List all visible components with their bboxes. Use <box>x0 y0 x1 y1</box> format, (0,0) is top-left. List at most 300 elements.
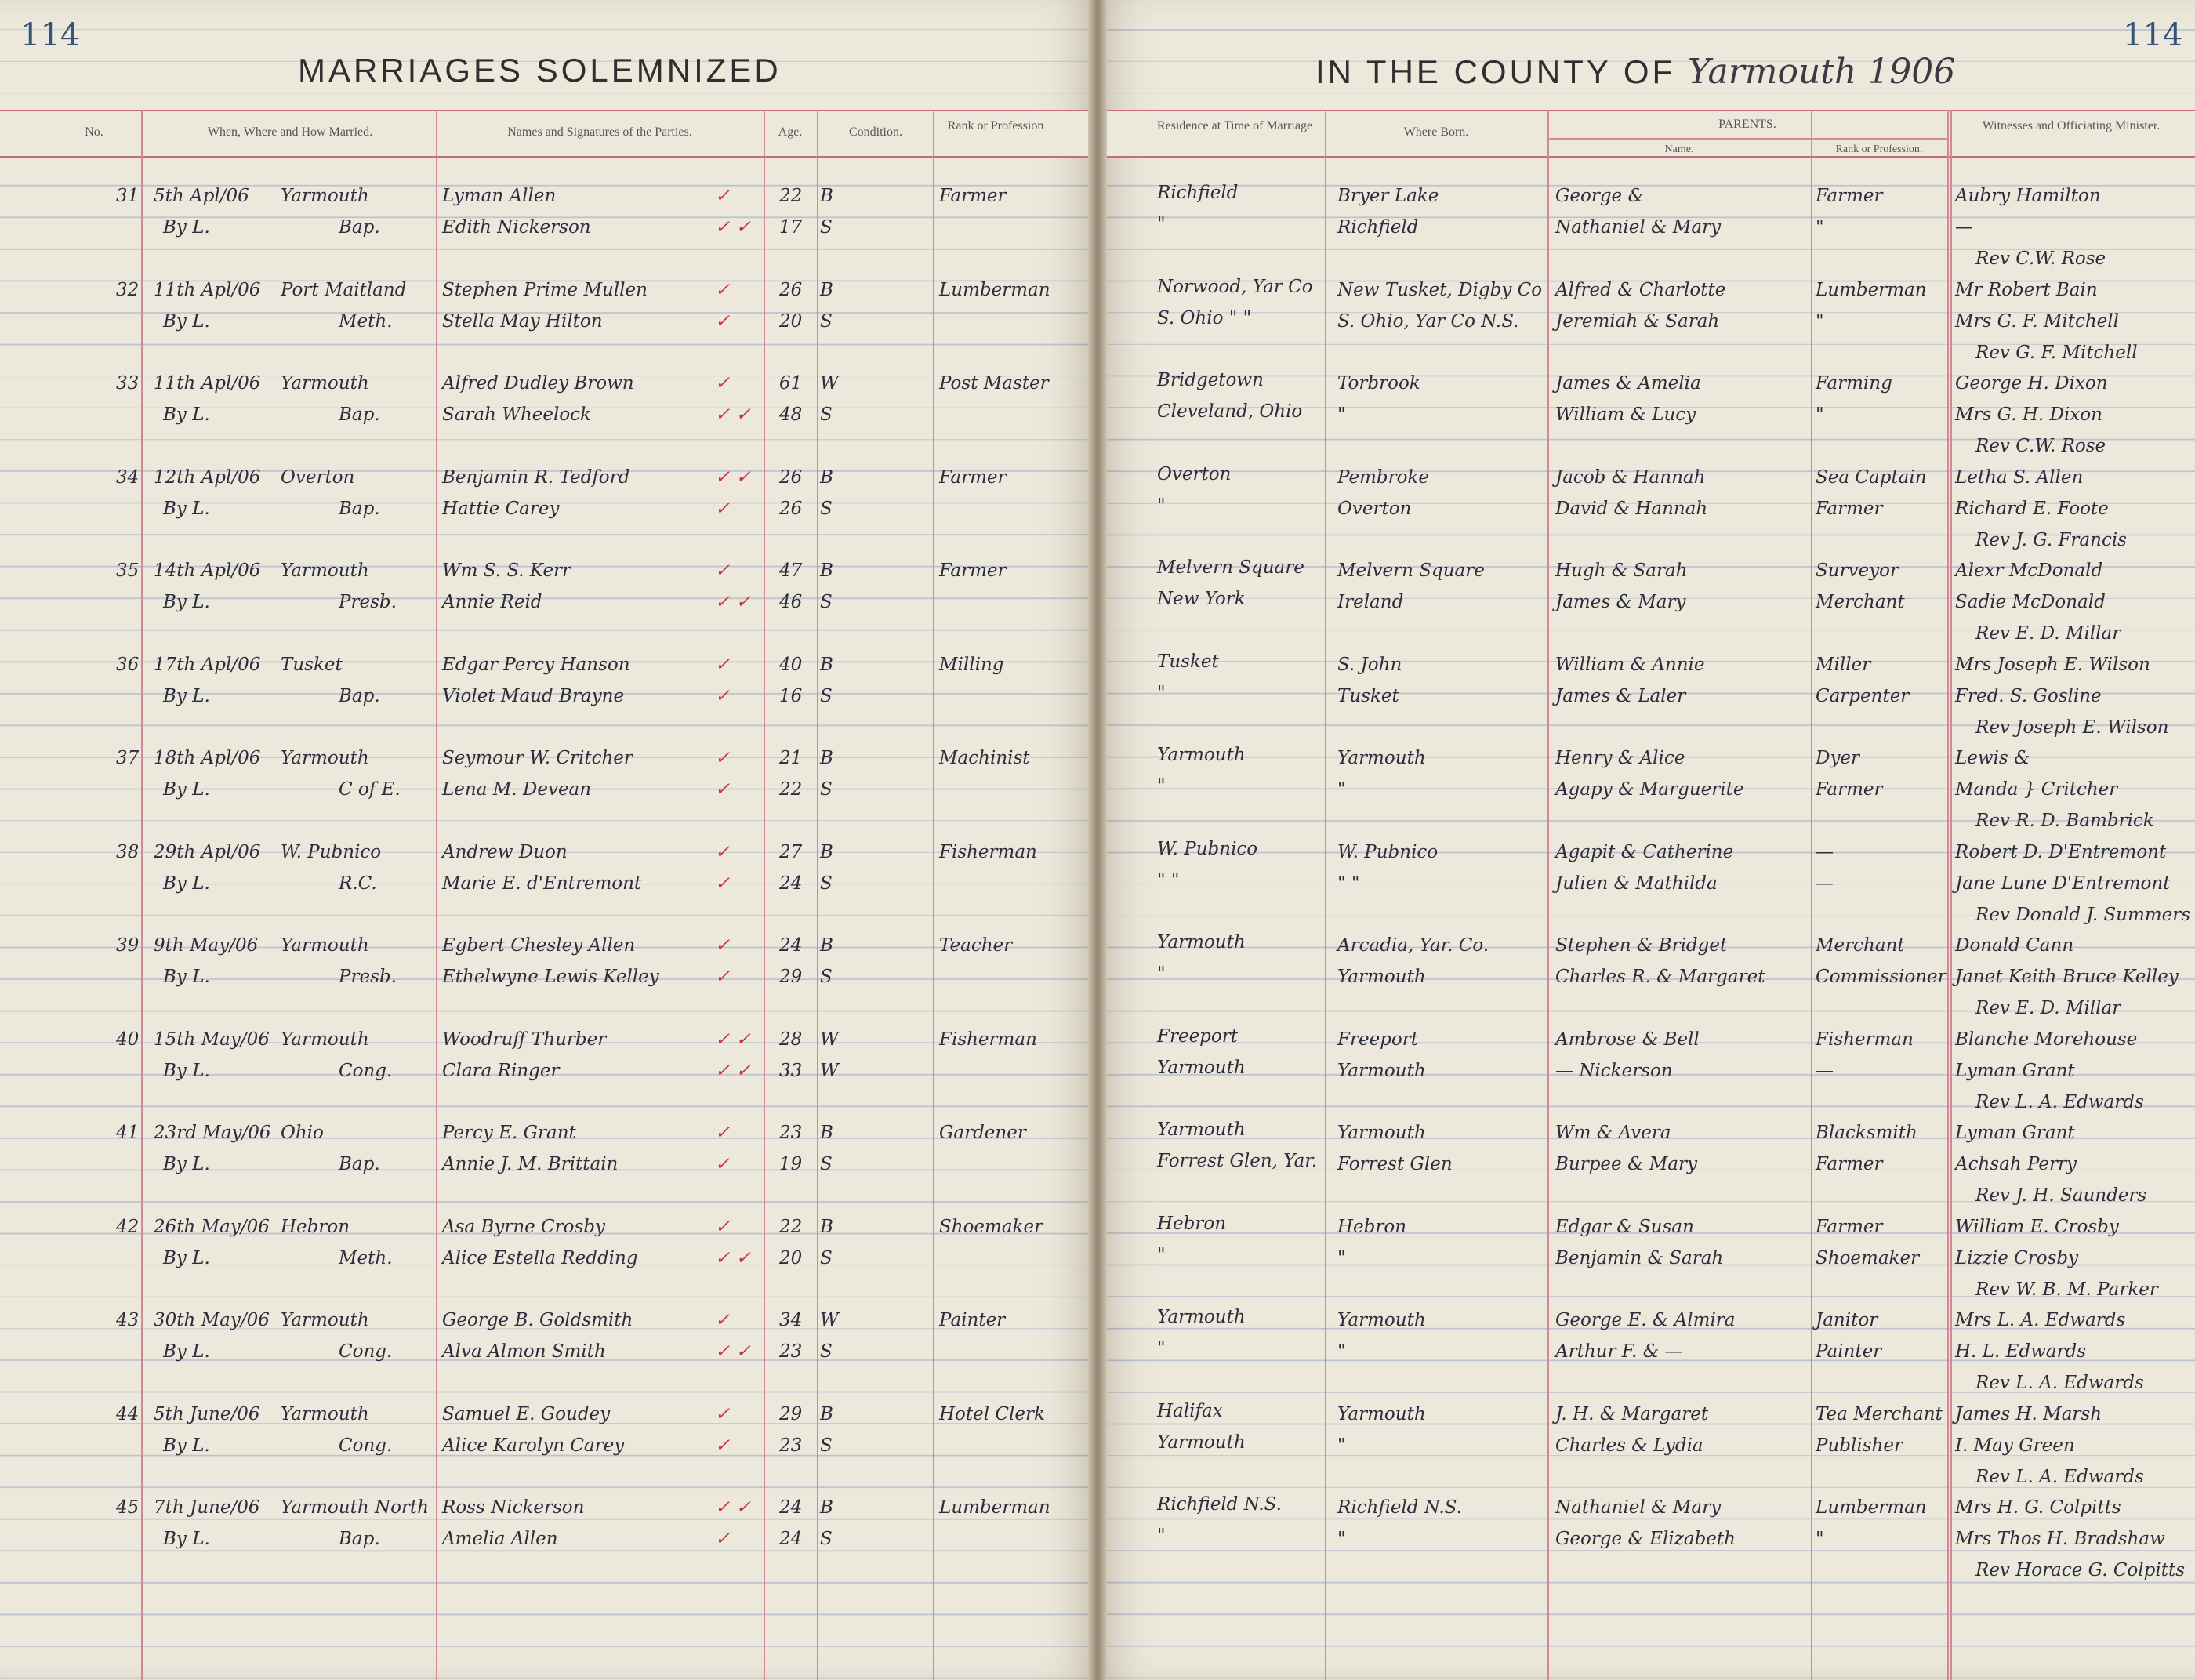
groom-birthplace: Torbrook <box>1337 373 1420 394</box>
entry-number: 38 <box>116 841 140 862</box>
bride-condition: S <box>820 217 833 238</box>
groom-condition: B <box>820 841 833 862</box>
groom-name: Ross Nickerson <box>442 1497 585 1518</box>
marriage-date: 30th May/06 <box>154 1310 270 1330</box>
column-rule <box>764 110 765 1680</box>
bride-age: 29 <box>779 967 803 987</box>
license-type: By L. <box>163 498 210 519</box>
groom-check-mark: ✓ ✓ <box>715 1029 751 1050</box>
entry-number: 42 <box>116 1216 140 1237</box>
bride-condition: S <box>820 1435 833 1456</box>
bride-parents-rank: Commissioner <box>1816 967 1946 987</box>
column-rule <box>1811 110 1812 1680</box>
bride-condition: S <box>820 405 833 425</box>
column-rule <box>141 110 143 1680</box>
officiating-minister: Rev Donald J. Summers <box>1976 904 2191 925</box>
bride-age: 22 <box>779 779 803 800</box>
groom-check-mark: ✓ <box>715 1310 731 1330</box>
bride-birthplace: " <box>1337 1529 1346 1549</box>
groom-name: Benjamin R. Tedford <box>442 466 630 488</box>
header-rank: Rank or Profession <box>947 119 1044 132</box>
bride-birthplace: S. Ohio, Yar Co N.S. <box>1337 310 1519 332</box>
marriage-date: 15th May/06 <box>154 1029 270 1050</box>
groom-profession: Hotel Clerk <box>939 1403 1045 1424</box>
left-page-number: 114 <box>20 17 81 53</box>
bride-age: 23 <box>779 1341 803 1362</box>
groom-profession: Farmer <box>939 466 1007 488</box>
license-type: By L. <box>163 592 210 612</box>
groom-residence: Yarmouth <box>1157 745 1246 765</box>
parents-rule <box>1549 138 1947 140</box>
bride-age: 46 <box>779 592 803 612</box>
groom-check-mark: ✓ <box>715 186 731 206</box>
groom-parents-rank: — <box>1816 841 1834 862</box>
groom-check-mark: ✓ <box>715 841 731 862</box>
bride-parents-rank: — <box>1816 1060 1834 1081</box>
bride-name: Marie E. d'Entremont <box>442 873 642 894</box>
bride-parents-rank: " <box>1816 217 1824 238</box>
bride-residence: Cleveland, Ohio <box>1157 401 1303 422</box>
marriage-place: Yarmouth <box>281 1029 369 1050</box>
bride-residence: S. Ohio " " <box>1157 307 1252 328</box>
groom-profession: Machinist <box>939 748 1030 768</box>
witness-two: — <box>1955 217 1973 238</box>
groom-name: Lyman Allen <box>442 186 557 206</box>
bride-condition: S <box>820 967 833 987</box>
marriage-date: 23rd May/06 <box>154 1123 271 1143</box>
title-county-name: Yarmouth 1906 <box>1687 52 1956 92</box>
bride-age: 26 <box>779 498 803 519</box>
license-type: By L. <box>163 779 210 800</box>
bride-parents: Julien & Mathilda <box>1555 873 1718 894</box>
entry-number: 45 <box>116 1497 140 1518</box>
license-type: By L. <box>163 685 210 706</box>
bride-age: 33 <box>779 1060 803 1081</box>
groom-residence: Hebron <box>1157 1213 1227 1234</box>
witness-one: Mrs H. G. Colpitts <box>1955 1497 2121 1518</box>
license-type: By L. <box>163 1529 210 1549</box>
witness-one: Mr Robert Bain <box>1955 279 2098 300</box>
bride-birthplace: Ireland <box>1337 592 1404 612</box>
groom-age: 26 <box>779 466 803 488</box>
groom-parents: George E. & Almira <box>1555 1310 1736 1330</box>
groom-parents-rank: Surveyor <box>1816 561 1899 581</box>
groom-residence: Richfield <box>1157 183 1239 203</box>
entry-number: 37 <box>116 748 140 768</box>
groom-profession: Fisherman <box>939 841 1037 862</box>
groom-residence: Melvern Square <box>1157 557 1304 578</box>
groom-check-mark: ✓ <box>715 279 731 300</box>
groom-parents: Agapit & Catherine <box>1555 841 1734 862</box>
bride-check-mark: ✓ <box>715 310 731 332</box>
groom-condition: B <box>820 279 833 300</box>
bride-parents: William & Lucy <box>1555 405 1696 425</box>
header-parents-name: Name. <box>1664 143 1694 155</box>
right-page <box>1098 0 2195 1680</box>
bride-age: 17 <box>779 217 803 238</box>
groom-parents-rank: Lumberman <box>1816 1497 1927 1518</box>
header-age: Age. <box>778 125 803 139</box>
denomination: Presb. <box>339 592 397 612</box>
groom-condition: B <box>820 935 833 956</box>
denomination: Bap. <box>339 498 380 519</box>
groom-name: Egbert Chesley Allen <box>442 935 636 956</box>
bride-residence: Yarmouth <box>1157 1431 1246 1453</box>
bride-residence: " <box>1157 682 1166 703</box>
bride-check-mark: ✓ ✓ <box>715 405 751 425</box>
groom-age: 24 <box>779 935 803 956</box>
groom-condition: B <box>820 466 833 488</box>
bride-check-mark: ✓ ✓ <box>715 592 751 612</box>
groom-residence: Yarmouth <box>1157 932 1246 952</box>
bride-name: Annie J. M. Brittain <box>442 1154 619 1174</box>
groom-residence: Overton <box>1157 463 1232 484</box>
bride-birthplace: Yarmouth <box>1337 1060 1426 1081</box>
marriage-place: Hebron <box>281 1216 350 1237</box>
bride-birthplace: " <box>1337 1435 1346 1456</box>
groom-condition: W <box>820 1029 839 1050</box>
groom-residence: Freeport <box>1157 1025 1238 1047</box>
denomination: Bap. <box>339 1154 380 1174</box>
groom-parents-rank: Fisherman <box>1816 1029 1914 1050</box>
marriage-place: Ohio <box>281 1123 324 1143</box>
column-rule <box>933 110 934 1680</box>
groom-check-mark: ✓ <box>715 1403 731 1424</box>
bride-birthplace: " <box>1337 405 1346 425</box>
entry-number: 31 <box>116 186 140 206</box>
bride-name: Annie Reid <box>442 592 542 612</box>
bride-residence: " <box>1157 776 1166 796</box>
bride-name: Violet Maud Brayne <box>442 685 625 706</box>
bride-check-mark: ✓ ✓ <box>715 217 751 238</box>
bride-residence: New York <box>1157 589 1246 609</box>
marriage-place: Yarmouth <box>281 186 369 206</box>
bride-parents: Charles R. & Margaret <box>1555 967 1765 987</box>
bride-parents: Arthur F. & — <box>1555 1341 1683 1362</box>
officiating-minister: Rev Joseph E. Wilson <box>1976 717 2169 738</box>
bride-condition: S <box>820 310 833 332</box>
groom-birthplace: Yarmouth <box>1337 1123 1426 1143</box>
groom-check-mark: ✓ <box>715 748 731 768</box>
bride-name: Clara Ringer <box>442 1060 560 1081</box>
groom-age: 61 <box>779 373 803 394</box>
groom-profession: Lumberman <box>939 279 1050 300</box>
marriage-place: Yarmouth <box>281 1310 369 1330</box>
marriage-date: 14th Apl/06 <box>154 561 261 581</box>
bride-residence: " <box>1157 1244 1166 1265</box>
witness-two: Manda } Critcher <box>1955 779 2118 800</box>
entry-number: 41 <box>116 1123 140 1143</box>
bride-parents-rank: Farmer <box>1816 1154 1883 1174</box>
groom-parents: Henry & Alice <box>1555 748 1685 768</box>
witness-two: Richard E. Foote <box>1955 498 2109 519</box>
groom-birthplace: S. John <box>1337 654 1402 675</box>
marriage-place: Yarmouth <box>281 748 369 768</box>
bride-condition: S <box>820 1529 833 1549</box>
officiating-minister: Rev L. A. Edwards <box>1976 1466 2144 1487</box>
groom-condition: B <box>820 1403 833 1424</box>
marriage-date: 11th Apl/06 <box>154 373 261 394</box>
bride-parents-rank: Shoemaker <box>1816 1247 1920 1268</box>
groom-age: 28 <box>779 1029 803 1050</box>
denomination: Cong. <box>339 1341 393 1362</box>
bride-check-mark: ✓ <box>715 498 731 519</box>
bride-name: Stella May Hilton <box>442 310 603 332</box>
groom-parents: William & Annie <box>1555 654 1705 675</box>
groom-parents-rank: Dyer <box>1816 748 1860 768</box>
groom-residence: Yarmouth <box>1157 1307 1246 1327</box>
bride-birthplace: Tusket <box>1337 685 1399 706</box>
groom-residence: Norwood, Yar Co <box>1157 276 1313 297</box>
witness-two: Achsah Perry <box>1955 1154 2077 1174</box>
license-type: By L. <box>163 217 210 238</box>
entry-number: 44 <box>116 1403 140 1424</box>
witness-two: I. May Green <box>1955 1435 2075 1456</box>
groom-check-mark: ✓ <box>715 561 731 581</box>
groom-birthplace: Yarmouth <box>1337 748 1426 768</box>
groom-birthplace: Melvern Square <box>1337 561 1485 581</box>
groom-condition: B <box>820 561 833 581</box>
denomination: Presb. <box>339 967 397 987</box>
column-rule <box>436 110 437 1680</box>
marriage-place: Tusket <box>281 654 343 675</box>
header-parents: PARENTS. <box>1718 118 1776 131</box>
witness-two: Sadie McDonald <box>1955 592 2106 612</box>
bride-birthplace: " <box>1337 779 1346 800</box>
witness-one: Blanche Morehouse <box>1955 1029 2138 1050</box>
license-type: By L. <box>163 1060 210 1081</box>
entry-number: 35 <box>116 561 140 581</box>
groom-name: George B. Goldsmith <box>442 1310 633 1330</box>
license-type: By L. <box>163 1435 210 1456</box>
groom-birthplace: Yarmouth <box>1337 1403 1426 1424</box>
bride-age: 24 <box>779 873 803 894</box>
groom-age: 27 <box>779 841 803 862</box>
groom-parents: Edgar & Susan <box>1555 1216 1694 1237</box>
witness-one: Mrs Joseph E. Wilson <box>1955 654 2150 675</box>
bride-condition: S <box>820 592 833 612</box>
witness-one: George H. Dixon <box>1955 373 2108 394</box>
marriage-place: Yarmouth <box>281 1403 369 1424</box>
groom-condition: W <box>820 1310 839 1330</box>
license-type: By L. <box>163 1341 210 1362</box>
bride-name: Alva Almon Smith <box>442 1341 606 1362</box>
denomination: R.C. <box>339 873 377 894</box>
groom-birthplace: Yarmouth <box>1337 1310 1426 1330</box>
bride-name: Edith Nickerson <box>442 217 591 238</box>
groom-birthplace: Arcadia, Yar. Co. <box>1337 935 1489 956</box>
left-page-title: MARRIAGES SOLEMNIZED <box>298 52 782 89</box>
bride-parents: Benjamin & Sarah <box>1555 1247 1724 1268</box>
witness-one: James H. Marsh <box>1955 1403 2102 1424</box>
witness-one: Alexr McDonald <box>1955 561 2103 581</box>
header-parents-rank: Rank or Profession. <box>1835 143 1923 155</box>
bride-birthplace: Yarmouth <box>1337 967 1426 987</box>
bride-parents-rank: " <box>1816 405 1824 425</box>
bride-check-mark: ✓ <box>715 1529 731 1549</box>
groom-name: Wm S. S. Kerr <box>442 561 571 581</box>
witness-one: Aubry Hamilton <box>1955 186 2101 206</box>
groom-age: 23 <box>779 1123 803 1143</box>
groom-parents-rank: Farmer <box>1816 1216 1883 1237</box>
groom-parents: Ambrose & Bell <box>1555 1029 1700 1050</box>
officiating-minister: Rev G. F. Mitchell <box>1976 342 2138 363</box>
groom-age: 47 <box>779 561 803 581</box>
license-type: By L. <box>163 310 210 332</box>
bride-check-mark: ✓ <box>715 779 731 800</box>
groom-check-mark: ✓ <box>715 935 731 956</box>
bride-parents-rank: Farmer <box>1816 779 1883 800</box>
marriage-date: 7th June/06 <box>154 1497 260 1518</box>
groom-residence: Tusket <box>1157 651 1219 672</box>
bride-condition: S <box>820 779 833 800</box>
bride-residence: " <box>1157 963 1166 984</box>
bride-age: 20 <box>779 1247 803 1268</box>
groom-check-mark: ✓ <box>715 1216 731 1237</box>
groom-residence: Yarmouth <box>1157 1119 1246 1140</box>
header-no: No. <box>85 125 103 139</box>
groom-profession: Post Master <box>939 373 1049 394</box>
groom-name: Andrew Duon <box>442 841 568 862</box>
groom-condition: B <box>820 1123 833 1143</box>
groom-name: Stephen Prime Mullen <box>442 279 648 300</box>
marriage-place: Overton <box>281 466 355 488</box>
bride-birthplace: Overton <box>1337 498 1412 519</box>
groom-birthplace: Freeport <box>1337 1029 1418 1050</box>
groom-birthplace: Bryer Lake <box>1337 186 1439 206</box>
column-rule <box>1325 110 1326 1680</box>
marriage-place: Yarmouth <box>281 935 369 956</box>
groom-name: Woodruff Thurber <box>442 1029 607 1050</box>
groom-condition: B <box>820 748 833 768</box>
officiating-minister: Rev Horace G. Colpitts <box>1976 1560 2185 1580</box>
bride-parents: Jeremiah & Sarah <box>1555 310 1720 332</box>
marriage-date: 29th Apl/06 <box>154 841 261 862</box>
groom-parents: Stephen & Bridget <box>1555 935 1728 956</box>
left-page <box>0 0 1096 1680</box>
groom-check-mark: ✓ <box>715 654 731 675</box>
marriage-place: Yarmouth North <box>281 1497 429 1518</box>
marriage-date: 9th May/06 <box>154 935 259 956</box>
entry-number: 34 <box>116 466 140 488</box>
bride-residence: Forrest Glen, Yar. <box>1157 1151 1318 1171</box>
officiating-minister: Rev E. D. Millar <box>1976 998 2121 1018</box>
license-type: By L. <box>163 1247 210 1268</box>
witness-one: Lyman Grant <box>1955 1123 2075 1143</box>
bride-name: Alice Estella Redding <box>442 1247 638 1268</box>
bride-parents: — Nickerson <box>1555 1060 1673 1081</box>
entry-number: 36 <box>116 654 140 675</box>
groom-name: Alfred Dudley Brown <box>442 373 634 394</box>
bride-age: 20 <box>779 310 803 332</box>
groom-parents: J. H. & Margaret <box>1555 1403 1709 1424</box>
denomination: Bap. <box>339 217 380 238</box>
witness-two: Lyman Grant <box>1955 1060 2075 1081</box>
groom-parents: James & Amelia <box>1555 373 1701 394</box>
groom-condition: B <box>820 1216 833 1237</box>
column-rule <box>817 110 818 1680</box>
bride-name: Alice Karolyn Carey <box>442 1435 625 1456</box>
license-type: By L. <box>163 873 210 894</box>
bride-condition: S <box>820 1154 833 1174</box>
bride-parents-rank: Painter <box>1816 1341 1882 1362</box>
right-page-number: 114 <box>2123 17 2183 53</box>
groom-residence: Bridgetown <box>1157 370 1264 390</box>
groom-residence: W. Pubnico <box>1157 838 1258 859</box>
groom-parents: Alfred & Charlotte <box>1555 279 1726 300</box>
groom-parents: Wm & Avera <box>1555 1123 1671 1143</box>
groom-profession: Shoemaker <box>939 1216 1043 1237</box>
bride-birthplace: " <box>1337 1247 1346 1268</box>
bride-residence: " <box>1157 214 1166 234</box>
groom-parents-rank: Sea Captain <box>1816 466 1927 488</box>
groom-birthplace: Pembroke <box>1337 466 1429 488</box>
groom-parents: Nathaniel & Mary <box>1555 1497 1722 1518</box>
bride-residence: " <box>1157 495 1166 516</box>
denomination: Cong. <box>339 1435 393 1456</box>
marriage-date: 18th Apl/06 <box>154 748 261 768</box>
right-page-title <box>1315 52 1955 92</box>
bride-condition: S <box>820 498 833 519</box>
witness-two: H. L. Edwards <box>1955 1341 2087 1362</box>
header-names: Names and Signatures of the Parties. <box>507 125 692 139</box>
officiating-minister: Rev E. D. Millar <box>1976 623 2121 644</box>
bride-birthplace: Richfield <box>1337 217 1419 238</box>
bride-birthplace: " " <box>1337 873 1360 894</box>
denomination: Bap. <box>339 1529 380 1549</box>
marriage-date: 5th June/06 <box>154 1403 260 1424</box>
groom-check-mark: ✓ <box>715 373 731 394</box>
bride-age: 16 <box>779 685 803 706</box>
witness-two: Janet Keith Bruce Kelley <box>1955 967 2179 987</box>
entry-number: 32 <box>116 279 140 300</box>
entry-number: 33 <box>116 373 140 394</box>
witness-two: Mrs G. H. Dixon <box>1955 405 2102 425</box>
bride-residence: " <box>1157 1338 1166 1359</box>
title-county-prefix: IN THE COUNTY OF <box>1315 53 1676 90</box>
bride-name: Sarah Wheelock <box>442 405 591 425</box>
bride-check-mark: ✓ ✓ <box>715 1247 751 1268</box>
groom-birthplace: Hebron <box>1337 1216 1407 1237</box>
witness-two: Mrs G. F. Mitchell <box>1955 310 2119 332</box>
groom-age: 21 <box>779 748 803 768</box>
bride-parents: Charles & Lydia <box>1555 1435 1703 1456</box>
bride-name: Hattie Carey <box>442 498 560 519</box>
officiating-minister: Rev R. D. Bambrick <box>1976 811 2154 831</box>
bride-parents: David & Hannah <box>1555 498 1708 519</box>
groom-parents-rank: Janitor <box>1816 1310 1878 1330</box>
groom-check-mark: ✓ <box>715 1123 731 1143</box>
bride-age: 23 <box>779 1435 803 1456</box>
marriage-place: Yarmouth <box>281 373 369 394</box>
bride-name: Lena M. Devean <box>442 779 592 800</box>
bride-residence: " <box>1157 1526 1166 1546</box>
groom-condition: W <box>820 373 839 394</box>
license-type: By L. <box>163 967 210 987</box>
bride-parents: James & Mary <box>1555 592 1686 612</box>
denomination: Meth. <box>339 1247 393 1268</box>
groom-parents: Jacob & Hannah <box>1555 466 1706 488</box>
groom-condition: B <box>820 1497 833 1518</box>
groom-parents: George & <box>1555 186 1644 206</box>
witness-one: William E. Crosby <box>1955 1216 2119 1237</box>
groom-name: Samuel E. Goudey <box>442 1403 611 1424</box>
marriage-place: Port Maitland <box>281 279 407 300</box>
witness-two: Jane Lune D'Entremont <box>1955 873 2171 894</box>
groom-profession: Painter <box>939 1310 1006 1330</box>
license-type: By L. <box>163 1154 210 1174</box>
groom-profession: Milling <box>939 654 1004 675</box>
